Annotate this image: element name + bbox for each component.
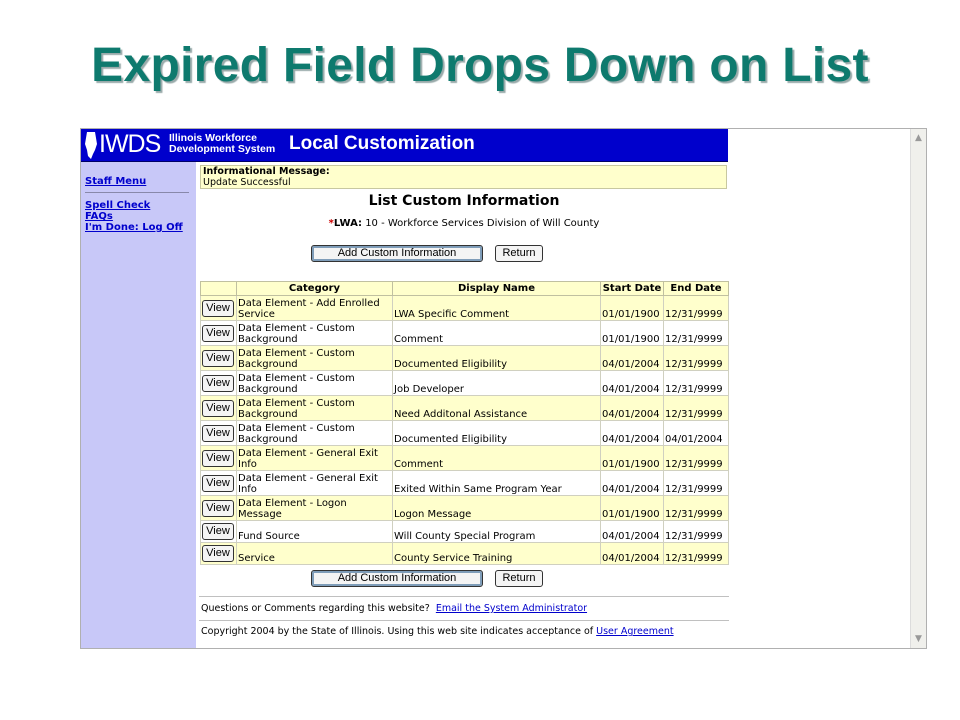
category-cell: Data Element - Custom Background	[237, 421, 393, 446]
start-date-cell: 04/01/2004	[601, 543, 664, 565]
sidebar-divider	[85, 192, 189, 193]
display-name-cell: Exited Within Same Program Year	[393, 471, 601, 496]
sidebar	[81, 162, 196, 649]
scroll-down-icon[interactable]: ▼	[915, 634, 922, 644]
category-cell: Data Element - Custom Background	[237, 346, 393, 371]
end-date-cell: 12/31/9999	[664, 496, 729, 521]
view-button[interactable]: View	[202, 450, 234, 467]
end-date-cell: 12/31/9999	[664, 396, 729, 421]
display-name-cell: Logon Message	[393, 496, 601, 521]
view-button[interactable]: View	[202, 350, 234, 367]
display-name-cell: County Service Training	[393, 543, 601, 565]
start-date-cell: 04/01/2004	[601, 421, 664, 446]
end-date-cell: 04/01/2004	[664, 421, 729, 446]
start-date-cell: 04/01/2004	[601, 396, 664, 421]
category-cell: Data Element - Add Enrolled Service	[237, 296, 393, 321]
display-name-cell: Comment	[393, 446, 601, 471]
start-date-cell: 01/01/1900	[601, 446, 664, 471]
category-cell: Fund Source	[237, 521, 393, 543]
footer-copyright: Copyright 2004 by the State of Illinois. Using this web site indicates acceptance of User Agreement	[201, 626, 674, 637]
column-header-action	[201, 282, 237, 296]
category-cell: Service	[237, 543, 393, 565]
view-button[interactable]: View	[202, 325, 234, 342]
informational-message	[200, 165, 727, 189]
table-row	[201, 496, 729, 521]
end-date-cell: 12/31/9999	[664, 471, 729, 496]
start-date-cell: 04/01/2004	[601, 371, 664, 396]
category-cell: Data Element - Custom Background	[237, 371, 393, 396]
footer-divider-2	[199, 620, 729, 621]
start-date-cell: 01/01/1900	[601, 321, 664, 346]
table-row	[201, 421, 729, 446]
table-row	[201, 471, 729, 496]
category-cell: Data Element - General Exit Info	[237, 446, 393, 471]
display-name-cell: Comment	[393, 321, 601, 346]
add-custom-information-button[interactable]: Add Custom Information	[311, 245, 483, 262]
view-button[interactable]: View	[202, 500, 234, 517]
footer-questions: Questions or Comments regarding this website? Email the System Administrator	[201, 603, 588, 614]
end-date-cell: 12/31/9999	[664, 296, 729, 321]
email-admin-link[interactable]: Email the System Administrator	[435, 603, 588, 614]
display-name-cell: Job Developer	[393, 371, 601, 396]
view-button[interactable]: View	[202, 425, 234, 442]
start-date-cell: 04/01/2004	[601, 346, 664, 371]
column-header-display-name: Display Name	[393, 282, 601, 296]
start-date-cell: 04/01/2004	[601, 471, 664, 496]
lwa-label: LWA:	[333, 218, 362, 229]
header-banner	[81, 129, 728, 162]
table-header-row	[201, 282, 729, 296]
column-header-end-date: End Date	[664, 282, 729, 296]
view-button[interactable]: View	[202, 300, 234, 317]
view-button[interactable]: View	[202, 400, 234, 417]
category-cell: Data Element - General Exit Info	[237, 471, 393, 496]
table-row	[201, 321, 729, 346]
display-name-cell: Documented Eligibility	[393, 346, 601, 371]
page-title: List Custom Information	[368, 193, 560, 209]
end-date-cell: 12/31/9999	[664, 543, 729, 565]
end-date-cell: 12/31/9999	[664, 346, 729, 371]
lwa-value: 10 - Workforce Services Division of Will County	[365, 218, 600, 229]
message-text: Update Successful	[203, 177, 291, 188]
category-cell: Data Element - Custom Background	[237, 321, 393, 346]
user-agreement-link[interactable]: User Agreement	[596, 626, 674, 637]
browser-window	[80, 128, 927, 649]
sidebar-item-faqs[interactable]: FAQs	[85, 211, 113, 222]
start-date-cell: 04/01/2004	[601, 521, 664, 543]
footer-divider	[199, 596, 729, 597]
custom-information-table	[200, 281, 729, 565]
logo-org-name: Illinois Workforce Development System	[169, 132, 276, 155]
sidebar-item-log-off[interactable]: I'm Done: Log Off	[85, 222, 183, 233]
display-name-cell: Documented Eligibility	[393, 421, 601, 446]
view-button[interactable]: View	[202, 375, 234, 392]
category-cell: Data Element - Logon Message	[237, 496, 393, 521]
table-row	[201, 371, 729, 396]
end-date-cell: 12/31/9999	[664, 321, 729, 346]
logo-wordmark: IWDS	[99, 130, 161, 158]
return-button-bottom[interactable]: Return	[495, 570, 543, 587]
required-marker: *	[328, 218, 334, 229]
column-header-category: Category	[237, 282, 393, 296]
view-button[interactable]: View	[202, 545, 234, 562]
scroll-up-icon[interactable]: ▲	[915, 133, 922, 143]
category-cell: Data Element - Custom Background	[237, 396, 393, 421]
view-button[interactable]: View	[202, 523, 234, 540]
start-date-cell: 01/01/1900	[601, 296, 664, 321]
table-row	[201, 346, 729, 371]
illinois-state-icon	[85, 132, 98, 159]
iwds-logo	[85, 131, 285, 159]
vertical-scrollbar[interactable]	[910, 129, 926, 648]
table-row	[201, 296, 729, 321]
message-label: Informational Message:	[203, 166, 330, 177]
add-custom-information-button-bottom[interactable]: Add Custom Information	[311, 570, 483, 587]
sidebar-item-staff-menu[interactable]: Staff Menu	[85, 176, 147, 187]
slide-title: Expired Field Drops Down on List	[91, 39, 869, 92]
table-row	[201, 521, 729, 543]
table-row	[201, 446, 729, 471]
table-row	[201, 543, 729, 565]
lwa-line	[199, 218, 729, 229]
return-button[interactable]: Return	[495, 245, 543, 262]
end-date-cell: 12/31/9999	[664, 446, 729, 471]
display-name-cell: Will County Special Program	[393, 521, 601, 543]
table-row	[201, 396, 729, 421]
display-name-cell: LWA Specific Comment	[393, 296, 601, 321]
end-date-cell: 12/31/9999	[664, 371, 729, 396]
column-header-start-date: Start Date	[601, 282, 664, 296]
sidebar-item-spell-check[interactable]: Spell Check	[85, 200, 151, 211]
start-date-cell: 01/01/1900	[601, 496, 664, 521]
display-name-cell: Need Additonal Assistance	[393, 396, 601, 421]
end-date-cell: 12/31/9999	[664, 521, 729, 543]
banner-title: Local Customization	[289, 133, 475, 154]
view-button[interactable]: View	[202, 475, 234, 492]
